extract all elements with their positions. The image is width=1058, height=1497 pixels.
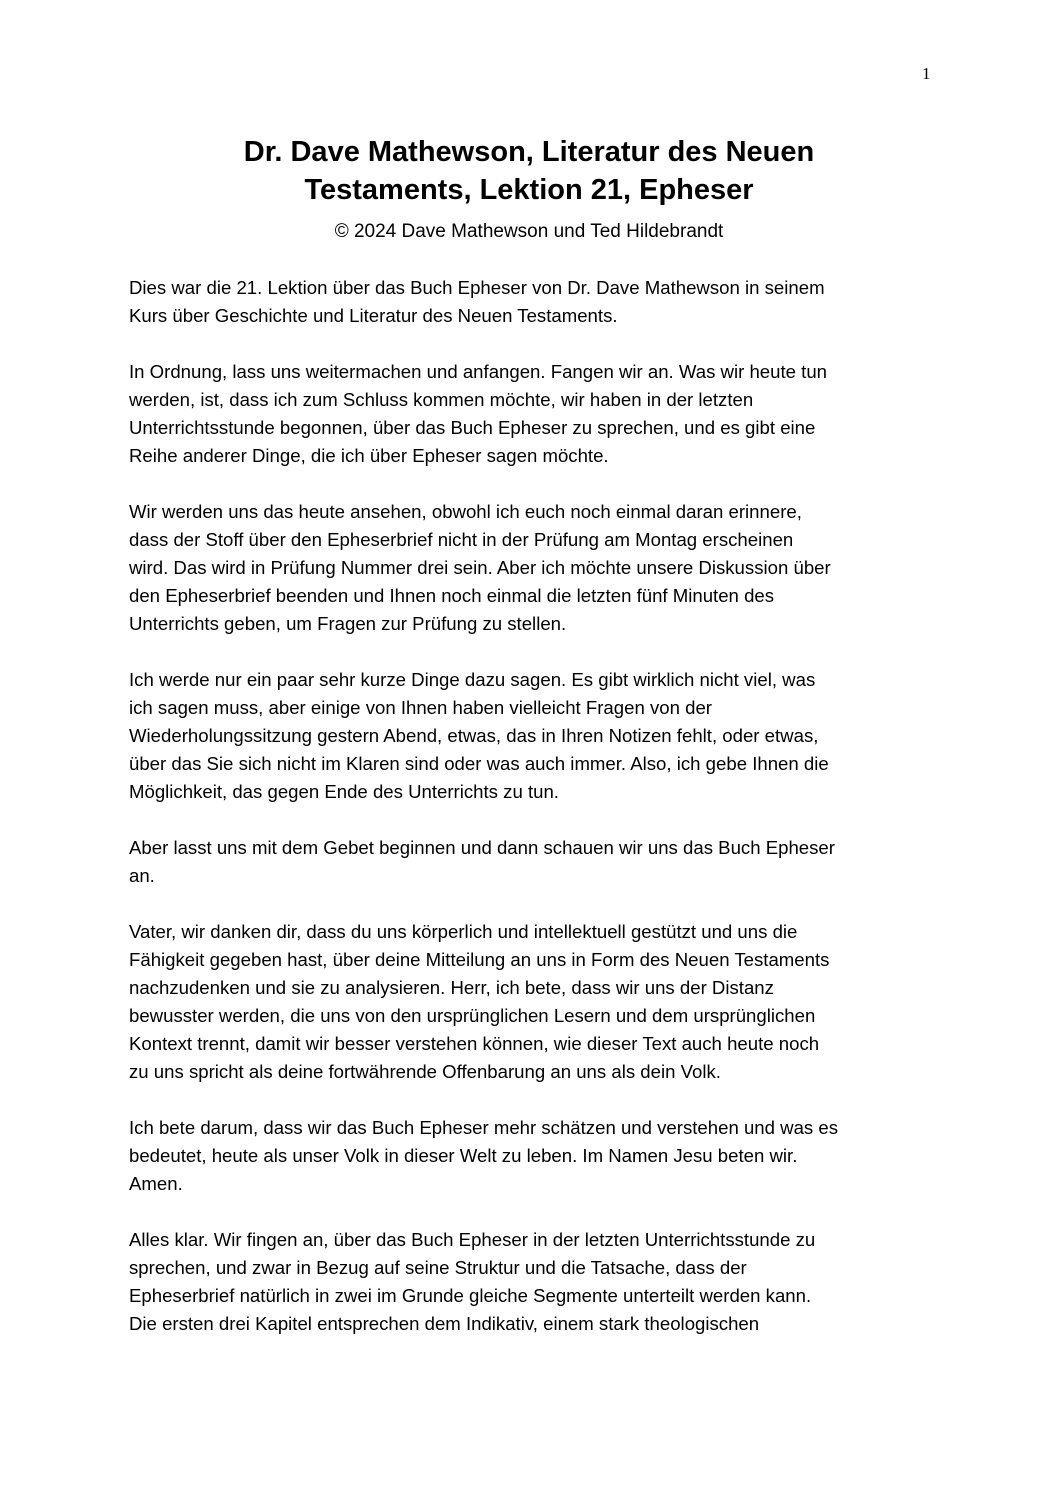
paragraph-line: Kontext trennt, damit wir besser verstehen können, wie dieser Text auch heute noch <box>129 1033 820 1054</box>
paragraph-line: zu uns spricht als deine fortwährende Offenbarung an uns als dein Volk. <box>129 1061 721 1082</box>
paragraph-line: wird. Das wird in Prüfung Nummer drei sein. Aber ich möchte unsere Diskussion über <box>129 557 831 578</box>
paragraph-4 <box>129 666 931 806</box>
paragraph-line: Ich werde nur ein paar sehr kurze Dinge dazu sagen. Es gibt wirklich nicht viel, was <box>129 669 816 690</box>
paragraph-8 <box>129 1226 931 1338</box>
paragraph-line: Reihe anderer Dinge, die ich über Epheser sagen möchte. <box>129 445 609 466</box>
copyright-line: © 2024 Dave Mathewson und Ted Hildebrandt <box>334 221 724 242</box>
paragraph-line: Unterrichts geben, um Fragen zur Prüfung zu stellen. <box>129 613 567 634</box>
paragraph-line: Alles klar. Wir fingen an, über das Buch Epheser in der letzten Unterrichtsstunde zu <box>129 1229 816 1250</box>
paragraph-line: Unterrichtsstunde begonnen, über das Buch Epheser zu sprechen, und es gibt eine <box>129 417 816 438</box>
paragraph-line: dass der Stoff über den Epheserbrief nicht in der Prüfung am Montag erscheinen <box>129 529 794 550</box>
paragraph-6 <box>129 918 931 1086</box>
document-title <box>0 133 1058 209</box>
paragraph-line: ich sagen muss, aber einige von Ihnen haben vielleicht Fragen von der <box>129 697 712 718</box>
paragraph-line: Ich bete darum, dass wir das Buch Epheser mehr schätzen und verstehen und was es <box>129 1117 839 1138</box>
paragraph-7 <box>129 1114 931 1198</box>
paragraph-3 <box>129 498 931 638</box>
paragraph-line: bedeutet, heute als unser Volk in dieser Welt zu leben. Im Namen Jesu beten wir. <box>129 1145 798 1166</box>
title-line-1: Dr. Dave Mathewson, Literatur des Neuen <box>243 136 815 168</box>
title-line-2: Testaments, Lektion 21, Epheser <box>304 174 754 206</box>
paragraph-1 <box>129 274 931 330</box>
paragraph-5 <box>129 834 931 890</box>
paragraph-2 <box>129 358 931 470</box>
paragraph-line: an. <box>129 865 155 886</box>
paragraph-line: Dies war die 21. Lektion über das Buch Epheser von Dr. Dave Mathewson in seinem <box>129 277 825 298</box>
paragraph-line: Epheserbrief natürlich in zwei im Grunde gleiche Segmente unterteilt werden kann. <box>129 1285 812 1306</box>
paragraph-line: Vater, wir danken dir, dass du uns körperlich und intellektuell gestützt und uns die <box>129 921 798 942</box>
paragraph-line: Fähigkeit gegeben hast, über deine Mitteilung an uns in Form des Neuen Testaments <box>129 949 830 970</box>
document-body <box>129 274 931 1366</box>
paragraph-line: sprechen, und zwar in Bezug auf seine Struktur und die Tatsache, dass der <box>129 1257 747 1278</box>
paragraph-line: Aber lasst uns mit dem Gebet beginnen und dann schauen wir uns das Buch Epheser <box>129 837 835 858</box>
paragraph-line: Kurs über Geschichte und Literatur des Neuen Testaments. <box>129 305 618 326</box>
paragraph-line: Möglichkeit, das gegen Ende des Unterrichts zu tun. <box>129 781 559 802</box>
paragraph-line: Wiederholungssitzung gestern Abend, etwas, das in Ihren Notizen fehlt, oder etwas, <box>129 725 819 746</box>
paragraph-line: Wir werden uns das heute ansehen, obwohl ich euch noch einmal daran erinnere, <box>129 501 802 522</box>
paragraph-line: über das Sie sich nicht im Klaren sind oder was auch immer. Also, ich gebe Ihnen die <box>129 753 829 774</box>
paragraph-line: den Epheserbrief beenden und Ihnen noch einmal die letzten fünf Minuten des <box>129 585 775 606</box>
paragraph-line: Die ersten drei Kapitel entsprechen dem Indikativ, einem stark theologischen <box>129 1313 760 1334</box>
paragraph-line: bewusster werden, die uns von den ursprünglichen Lesern und dem ursprünglichen <box>129 1005 816 1026</box>
paragraph-line: werden, ist, dass ich zum Schluss kommen möchte, wir haben in der letzten <box>129 389 754 410</box>
paragraph-line: Amen. <box>129 1173 183 1194</box>
paragraph-line: nachzudenken und sie zu analysieren. Herr, ich bete, dass wir uns der Distanz <box>129 977 774 998</box>
paragraph-line: In Ordnung, lass uns weitermachen und anfangen. Fangen wir an. Was wir heute tun <box>129 361 828 382</box>
page-number: 1 <box>922 64 931 83</box>
